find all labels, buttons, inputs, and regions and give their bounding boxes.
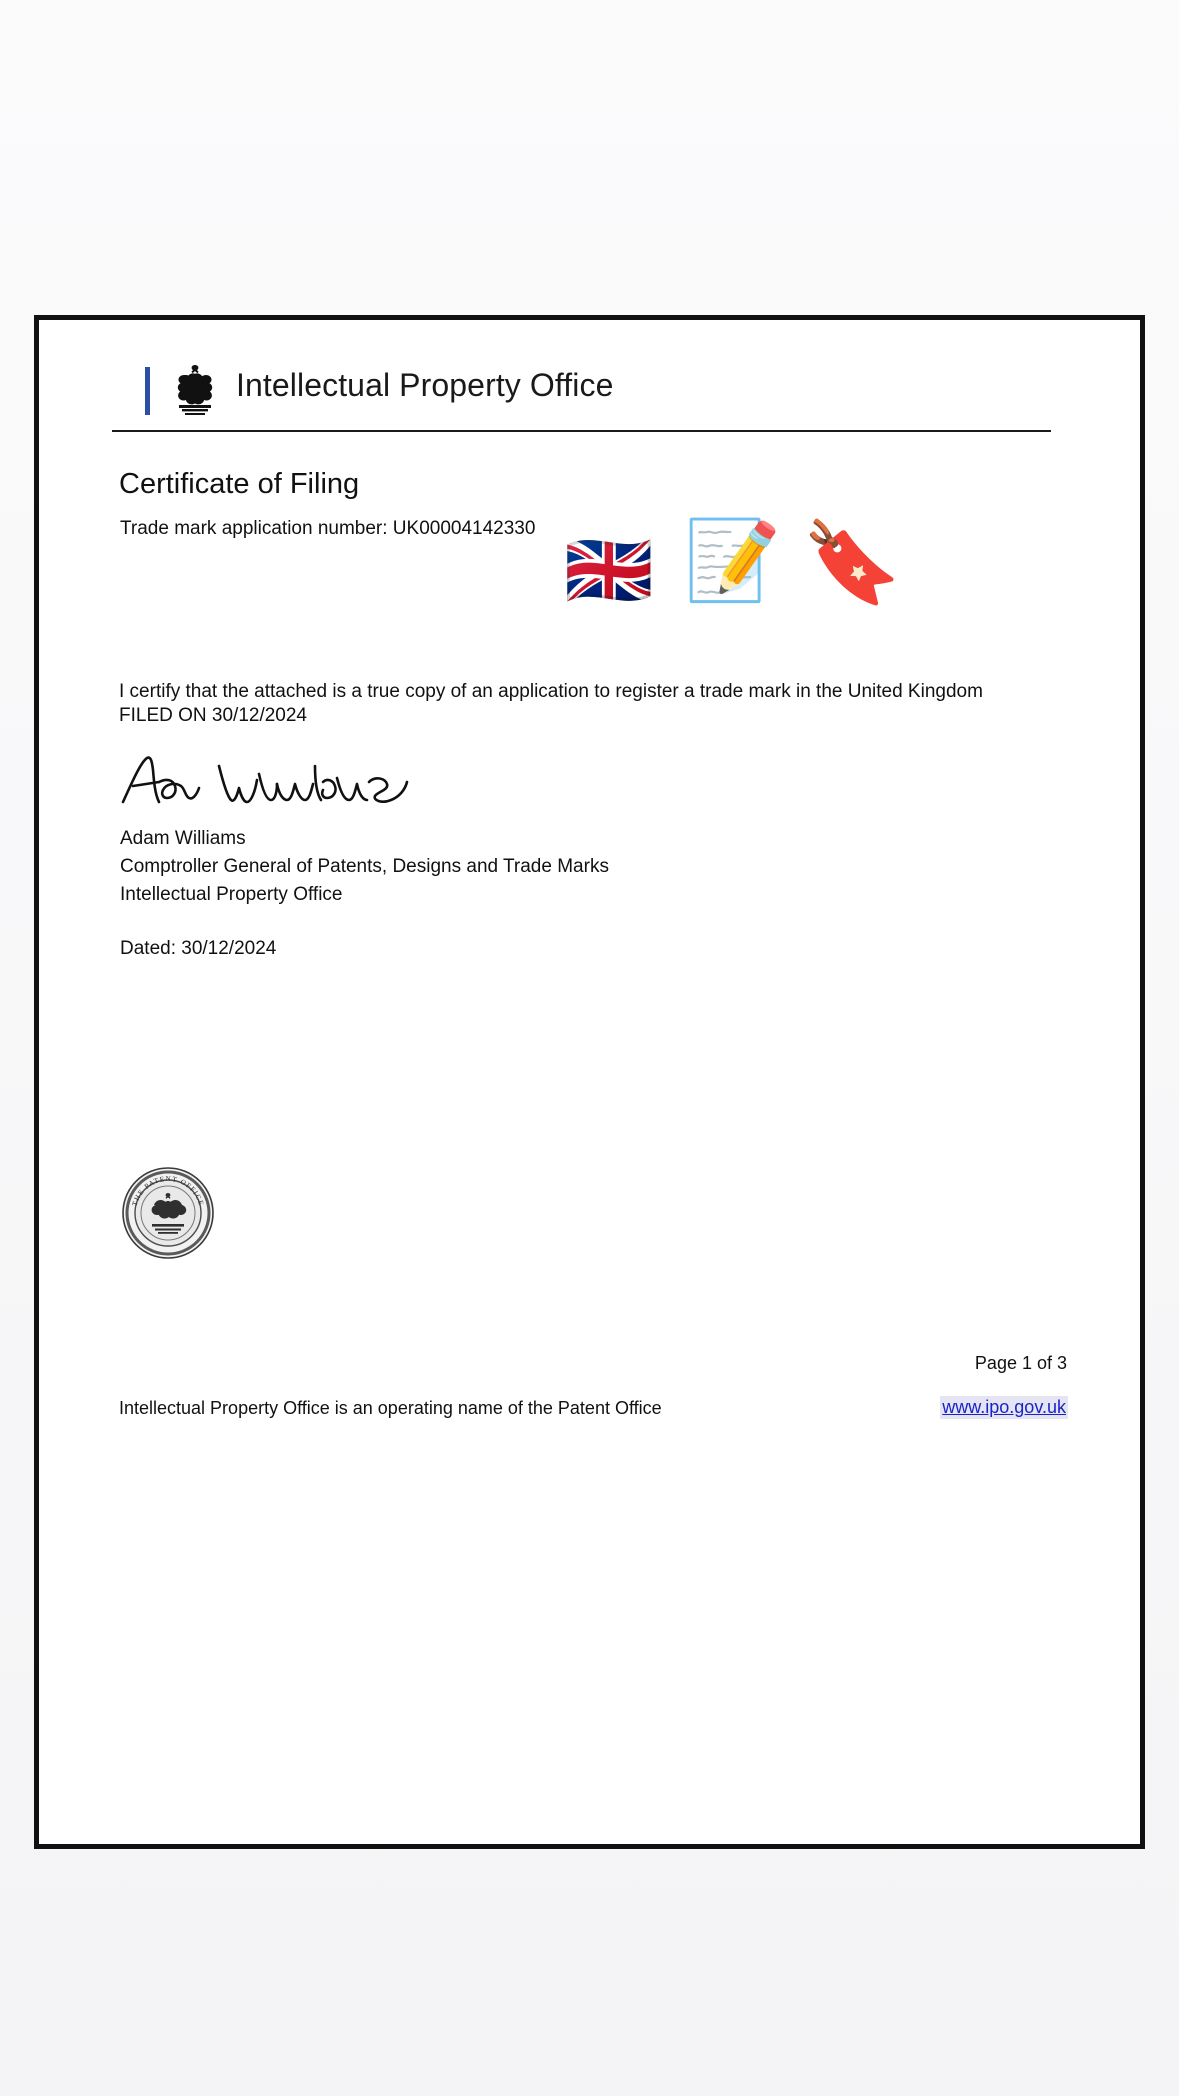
ipo-website-link[interactable]: www.ipo.gov.uk (942, 1397, 1066, 1417)
memo-emoji: 📝 (684, 516, 782, 604)
document-page (34, 315, 1145, 1849)
page-title: Certificate of Filing (119, 468, 360, 500)
application-number-line: Trade mark application number: UK00004142330 (120, 518, 536, 539)
document-body (39, 320, 1140, 1844)
signatory-name: Adam Williams (120, 828, 246, 849)
organisation-name: Intellectual Property Office (236, 367, 614, 403)
union-flag-emoji: 🇬🇧 (564, 531, 654, 611)
dated-line: Dated: 30/12/2024 (120, 938, 277, 959)
header-accent-bar (145, 367, 150, 415)
signatory-role: Comptroller General of Patents, Designs and Trade Marks (120, 856, 609, 877)
certification-statement: I certify that the attached is a true copy of an application to register a trade mark in the United Kingdom FILED ON 30/12/2024 (119, 681, 983, 727)
header-divider (112, 430, 1051, 432)
footer-note: Intellectual Property Office is an operating name of the Patent Office (119, 1398, 662, 1418)
svg-text:THE PATENT OFFICE: THE PATENT OFFICE (130, 1174, 206, 1208)
decoration-row (564, 513, 1004, 628)
stamp-emoji: 🔖 (802, 518, 902, 607)
handwritten-signature (119, 752, 429, 814)
royal-crest-icon (166, 363, 224, 417)
patent-office-seal (120, 1165, 216, 1261)
signatory-organisation: Intellectual Property Office (120, 884, 343, 905)
page-number: Page 1 of 3 (974, 1353, 1067, 1373)
